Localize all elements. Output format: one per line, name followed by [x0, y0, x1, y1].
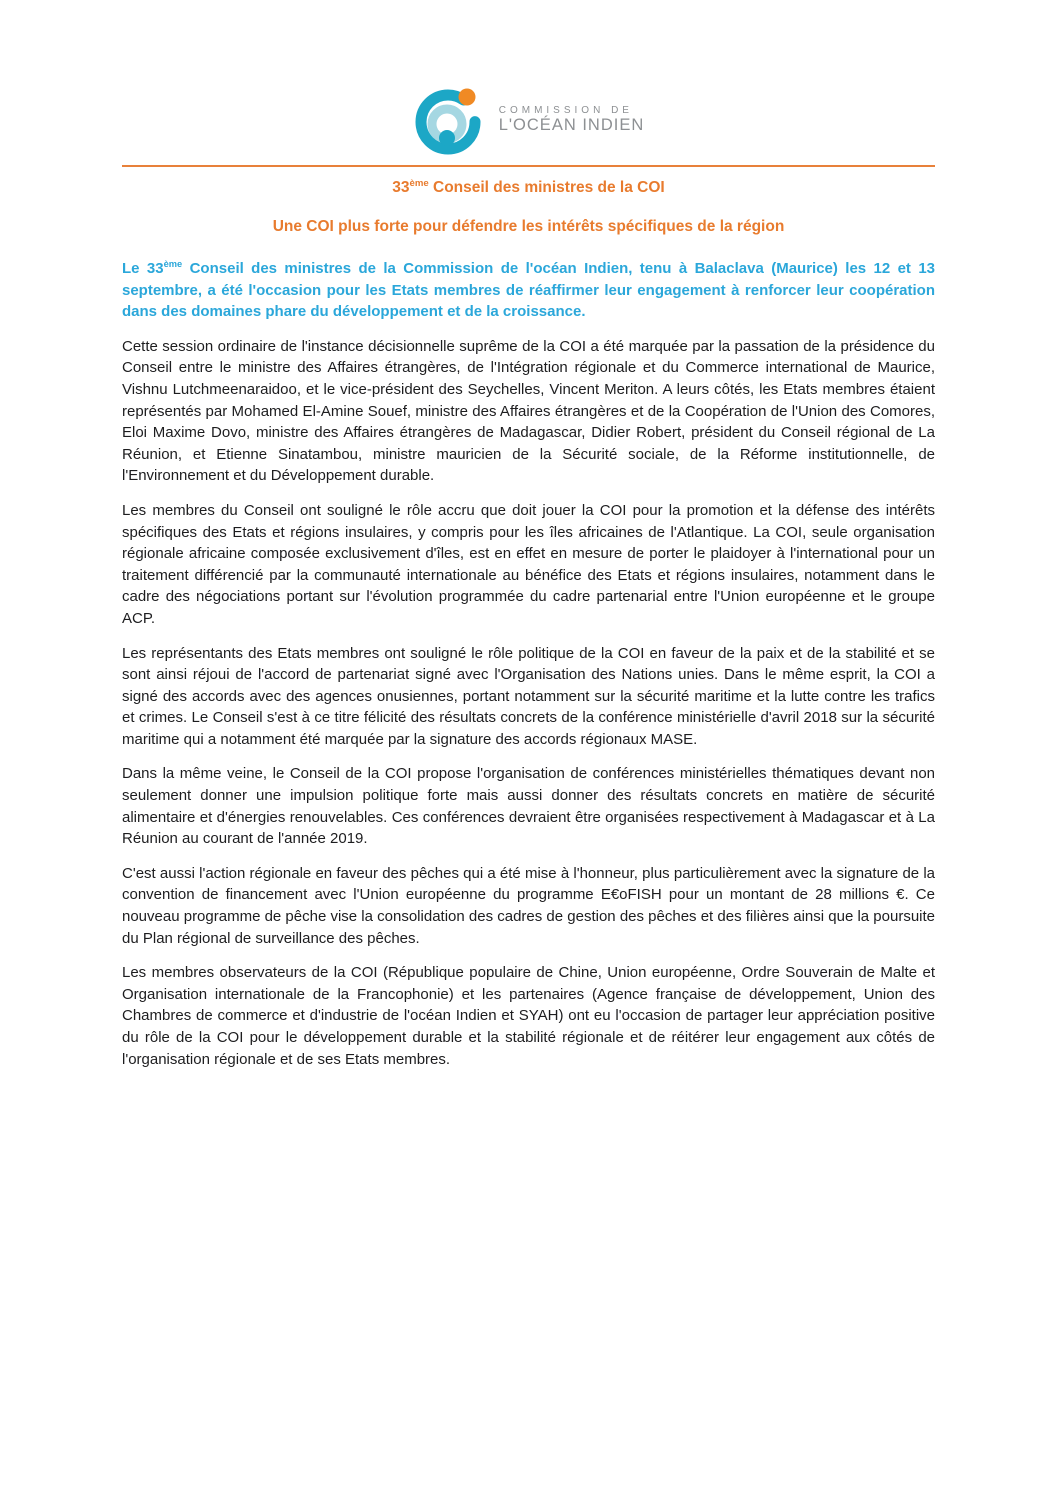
logo-orange-dot: [458, 89, 475, 106]
letterhead: [0, 0, 1058, 156]
intro-rest: Conseil des ministres de la Commission de l'océan Indien, tenu à Balaclava (Maurice) les 12 et 13 septembre, a été l'occasion pour les Etats membres de réaffirmer leur engagement à renforcer leur coopération dans des domaines phare du développement et de la croissance.: [122, 260, 936, 321]
body-paragraph-2: Les membres du Conseil ont souligné le rôle accru que doit jouer la COI pour la promotion et la défense des intérêts spécifiques des Etats et régions insulaires, y compris pour les îles africaines de l'Atlantique. La COI, seule organisation régionale africaine composée exclusivement d'îles, est en effet en mesure de porter le plaidoyer à l'international pour un traitement différencié par la communauté internationale au bénéfice des Etats et régions insulaires, notamment dans le cadre des négociations portant sur l'évolution programmée du cadre partenarial entre l'Union européenne et le groupe ACP.: [122, 501, 935, 627]
coi-logo-icon: [414, 84, 486, 156]
body-paragraph-5: C'est aussi l'action régionale en faveur des pêches qui a été mise à l'honneur, plus particulièrement avec la signature de la convention de financement avec l'Union européenne du programme E€oFISH pour un montant de 28 millions €. Ce nouveau programme de pêche vise la consolidation des cadres de gestion des pêches et des filières ainsi que la poursuite du Plan régional de surveillance des pêches.: [122, 864, 936, 947]
logo-wordmark: [499, 105, 645, 135]
subtitle: Une COI plus forte pour défendre les intérêts spécifiques de la région: [272, 218, 785, 235]
body-paragraph-6: Les membres observateurs de la COI (République populaire de Chine, Union européenne, Ordre Souverain de Malte et Organisation internationale de la Francophonie) et les partenaires (Agence française de développement, Union des Chambres de commerce et d'industrie de l'océan Indien et SYAH) ont eu l'occasion de partager leur appréciation positive du rôle de la COI pour le développement durable et la stabilité régionale et de réitérer leur engagement aux côtés de l'organisation régionale et de ses Etats membres.: [122, 964, 935, 1068]
logo-org-line1: COMMISSION DE: [498, 104, 633, 116]
main-title-prefix: 33: [392, 179, 410, 196]
body-paragraph-3: Les représentants des Etats membres ont souligné le rôle politique de la COI en faveur de la paix et de la stabilité et se sont ainsi réjoui de l'accord de partenariat signé avec l'Organisation des Nations unies. Dans le même esprit, la COI a signé des accords avec des agences onusiennes, portant notamment sur la sécurité maritime et la lutte contre les trafics et crimes. Le Conseil s'est à ce titre félicité des résultats concrets de la conférence ministérielle d'avril 2018 sur la sécurité maritime qui a notamment été marquée par la signature des accords régionaux MASE.: [122, 644, 935, 748]
logo-org-line2: L'OCÉAN INDIEN: [498, 116, 645, 135]
intro-superscript: ème: [163, 259, 183, 269]
body-paragraph-1: Cette session ordinaire de l'instance décisionnelle suprême de la COI a été marquée par la passation de la présidence du Conseil entre le ministre des Affaires étrangères, de l'Intégration régionale et du Commerce international de Maurice, Vishnu Lutchmeenaraidoo, et le vice-président des Seychelles, Vincent Meriton. A leurs côtés, les Etats membres étaient représentés par Mohamed El-Amine Souef, ministre des Affaires étrangères et de la Coopération de l'Union des Comores, Eloi Maxime Dovo, ministre des Affaires étrangères de Madagascar, Didier Robert, président du Conseil régional de La Réunion, et Etienne Sinatambou, ministre mauricien de la Sécurité sociale, de la Réforme institutionnelle, de l'Environnement et du Développement durable.: [122, 337, 935, 485]
main-title-superscript: ème: [409, 177, 429, 189]
body-paragraph-4: Dans la même veine, le Conseil de la COI propose l'organisation de conférences ministérielles thématiques devant non seulement donner une impulsion politique forte mais aussi donner des résultats concrets en matière de sécurité alimentaire et d'énergies renouvelables. Ces conférences devraient être organisées respectivement à Madagascar et à La Réunion au courant de l'année 2019.: [122, 765, 935, 848]
intro-prefix: Le 33: [122, 260, 164, 277]
logo-center-dot: [439, 130, 455, 146]
intro-paragraph: [122, 258, 935, 323]
document-body: [122, 165, 935, 1070]
header-divider: [122, 165, 935, 167]
main-title: [122, 179, 935, 197]
main-title-rest: Conseil des ministres de la COI: [428, 179, 665, 196]
